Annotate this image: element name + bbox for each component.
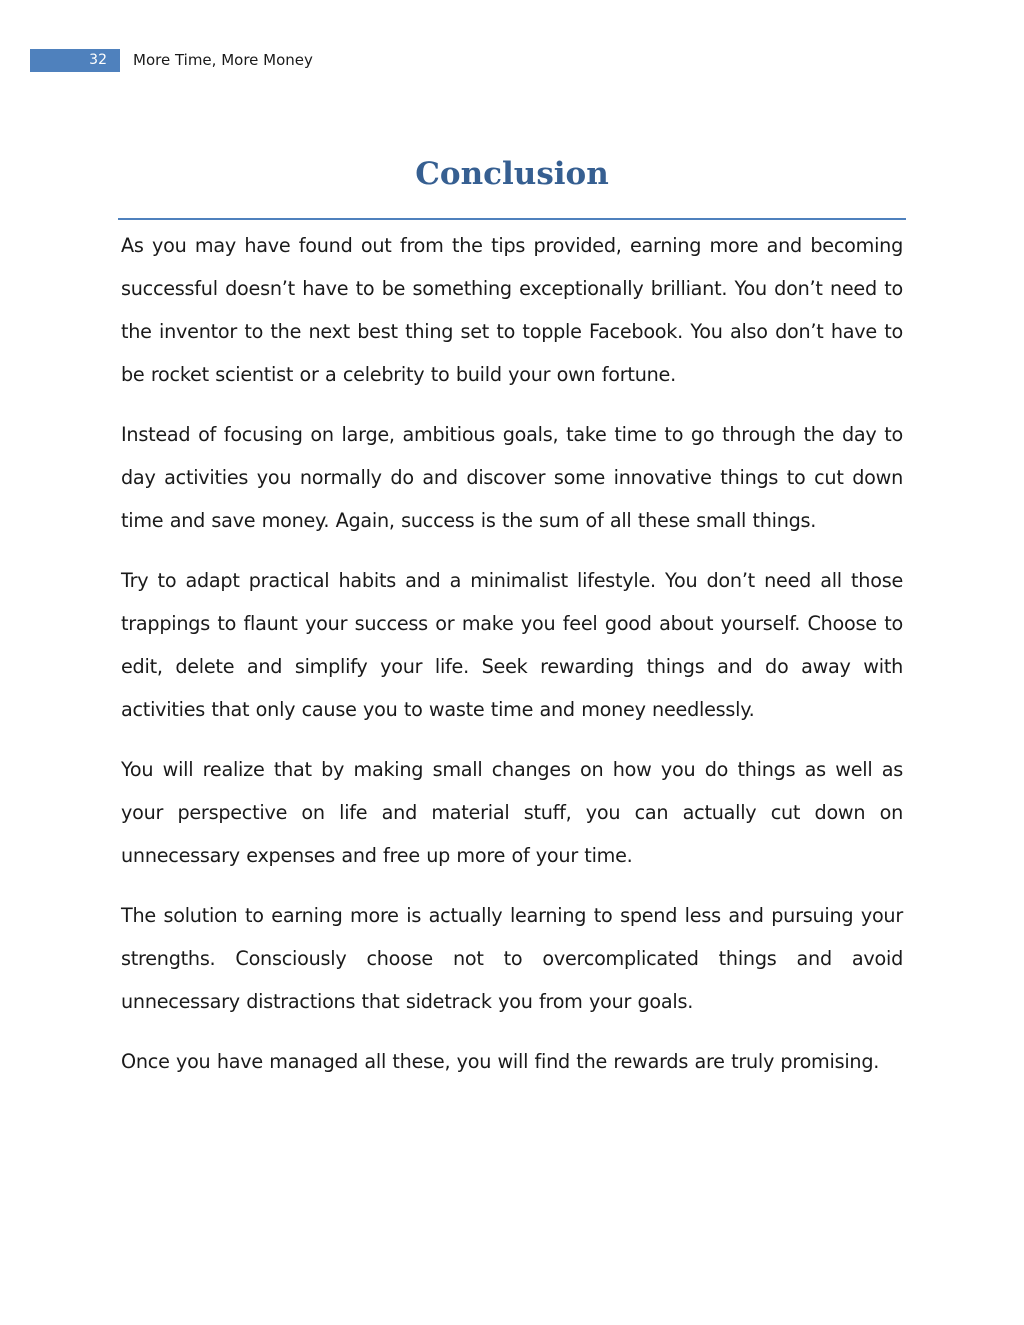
paragraph: Once you have managed all these, you will find the rewards are truly promising. bbox=[121, 1050, 880, 1073]
paragraph: The solution to earning more is actually learning to spend less and pursuing your strengths. Consciously choose not to overcomplicated things and avoid unnecessary distractions that sidetrack you from your goals. bbox=[121, 904, 903, 1013]
page-number: 32 bbox=[30, 49, 120, 72]
paragraph: As you may have found out from the tips provided, earning more and becoming successful doesn’t have to be something exceptionally brilliant. You don’t need to the inventor to the next best thing set to topple Facebook. You also don’t have to be rocket scientist or a celebrity to build your own fortune. bbox=[121, 234, 903, 386]
running-header-title: More Time, More Money bbox=[133, 51, 313, 69]
paragraph: Instead of focusing on large, ambitious goals, take time to go through the day to day activities you normally do and discover some innovative things to cut down time and save money. Again, success is the sum of all these small things. bbox=[121, 423, 903, 532]
body-text bbox=[121, 224, 903, 1100]
paragraph: Try to adapt practical habits and a minimalist lifestyle. You don’t need all those trappings to flaunt your success or make you feel good about yourself. Choose to edit, delete and simplify your life. Seek rewarding things and do away with activities that only cause you to waste time and money needlessly. bbox=[121, 569, 903, 721]
paragraph: You will realize that by making small changes on how you do things as well as your perspective on life and material stuff, you can actually cut down on unnecessary expenses and free up more of your time. bbox=[121, 758, 903, 867]
title-divider bbox=[118, 218, 906, 220]
chapter-title: Conclusion bbox=[415, 156, 609, 192]
